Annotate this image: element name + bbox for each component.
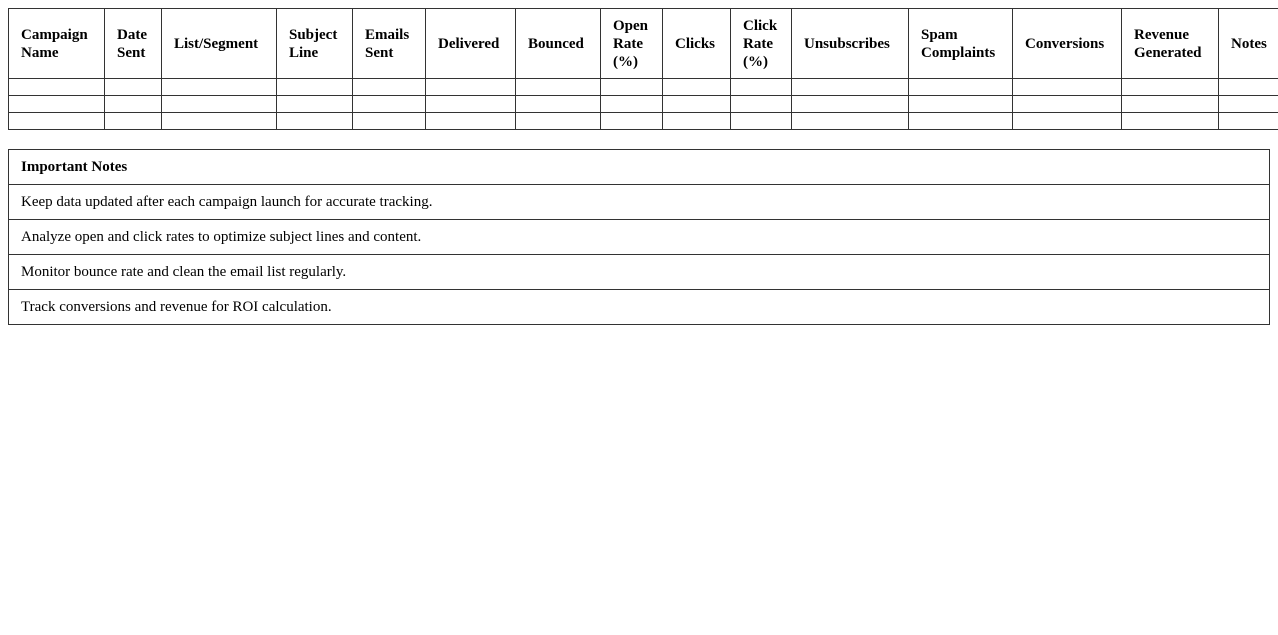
table-cell[interactable] <box>105 113 162 130</box>
table-cell[interactable] <box>353 96 426 113</box>
column-header: Notes <box>1219 9 1278 79</box>
column-header: Campaign Name <box>9 9 105 79</box>
table-cell[interactable] <box>1122 79 1219 96</box>
column-header: Emails Sent <box>353 9 426 79</box>
column-header: Clicks <box>663 9 731 79</box>
table-cell[interactable] <box>792 96 909 113</box>
table-cell[interactable] <box>277 79 353 96</box>
table-cell[interactable] <box>601 96 663 113</box>
table-cell[interactable] <box>516 113 601 130</box>
table-cell[interactable] <box>516 96 601 113</box>
table-row <box>9 96 1278 113</box>
column-header: Bounced <box>516 9 601 79</box>
note-item: Keep data updated after each campaign launch for accurate tracking. <box>9 184 1269 219</box>
note-item: Monitor bounce rate and clean the email list regularly. <box>9 254 1269 289</box>
column-header: Open Rate (%) <box>601 9 663 79</box>
table-row <box>9 113 1278 130</box>
table-cell[interactable] <box>162 113 277 130</box>
table-cell[interactable] <box>1013 79 1122 96</box>
table-cell[interactable] <box>426 96 516 113</box>
table-cell[interactable] <box>909 113 1013 130</box>
table-cell[interactable] <box>792 113 909 130</box>
column-header: Delivered <box>426 9 516 79</box>
table-cell[interactable] <box>516 79 601 96</box>
table-cell[interactable] <box>1013 96 1122 113</box>
table-row <box>9 79 1278 96</box>
header-row <box>9 9 1278 79</box>
column-header: Date Sent <box>105 9 162 79</box>
table-cell[interactable] <box>909 79 1013 96</box>
table-cell[interactable] <box>792 79 909 96</box>
table-cell[interactable] <box>663 113 731 130</box>
table-cell[interactable] <box>731 96 792 113</box>
table-cell[interactable] <box>1219 96 1278 113</box>
table-cell[interactable] <box>1013 113 1122 130</box>
column-header: Revenue Generated <box>1122 9 1219 79</box>
table-cell[interactable] <box>601 79 663 96</box>
table-cell[interactable] <box>1122 96 1219 113</box>
table-cell[interactable] <box>353 79 426 96</box>
column-header: Spam Complaints <box>909 9 1013 79</box>
table-cell[interactable] <box>162 96 277 113</box>
table-cell[interactable] <box>353 113 426 130</box>
table-cell[interactable] <box>731 79 792 96</box>
table-cell[interactable] <box>105 79 162 96</box>
table-cell[interactable] <box>909 96 1013 113</box>
table-cell[interactable] <box>277 96 353 113</box>
column-header: List/Segment <box>162 9 277 79</box>
table-cell[interactable] <box>663 79 731 96</box>
note-item: Track conversions and revenue for ROI calculation. <box>9 289 1269 324</box>
table-cell[interactable] <box>162 79 277 96</box>
table-cell[interactable] <box>426 113 516 130</box>
table-cell[interactable] <box>9 96 105 113</box>
table-cell[interactable] <box>1122 113 1219 130</box>
campaign-table <box>8 8 1278 130</box>
column-header: Conversions <box>1013 9 1122 79</box>
notes-title: Important Notes <box>21 159 128 175</box>
table-cell[interactable] <box>1219 79 1278 96</box>
table-cell[interactable] <box>731 113 792 130</box>
column-header: Subject Line <box>277 9 353 79</box>
table-cell[interactable] <box>9 113 105 130</box>
note-item: Analyze open and click rates to optimize subject lines and content. <box>9 219 1269 254</box>
table-cell[interactable] <box>1219 113 1278 130</box>
column-header: Unsubscribes <box>792 9 909 79</box>
table-cell[interactable] <box>105 96 162 113</box>
table-cell[interactable] <box>277 113 353 130</box>
table-cell[interactable] <box>426 79 516 96</box>
table-cell[interactable] <box>663 96 731 113</box>
table-cell[interactable] <box>601 113 663 130</box>
important-notes <box>8 149 1270 325</box>
column-header: Click Rate (%) <box>731 9 792 79</box>
table-cell[interactable] <box>9 79 105 96</box>
